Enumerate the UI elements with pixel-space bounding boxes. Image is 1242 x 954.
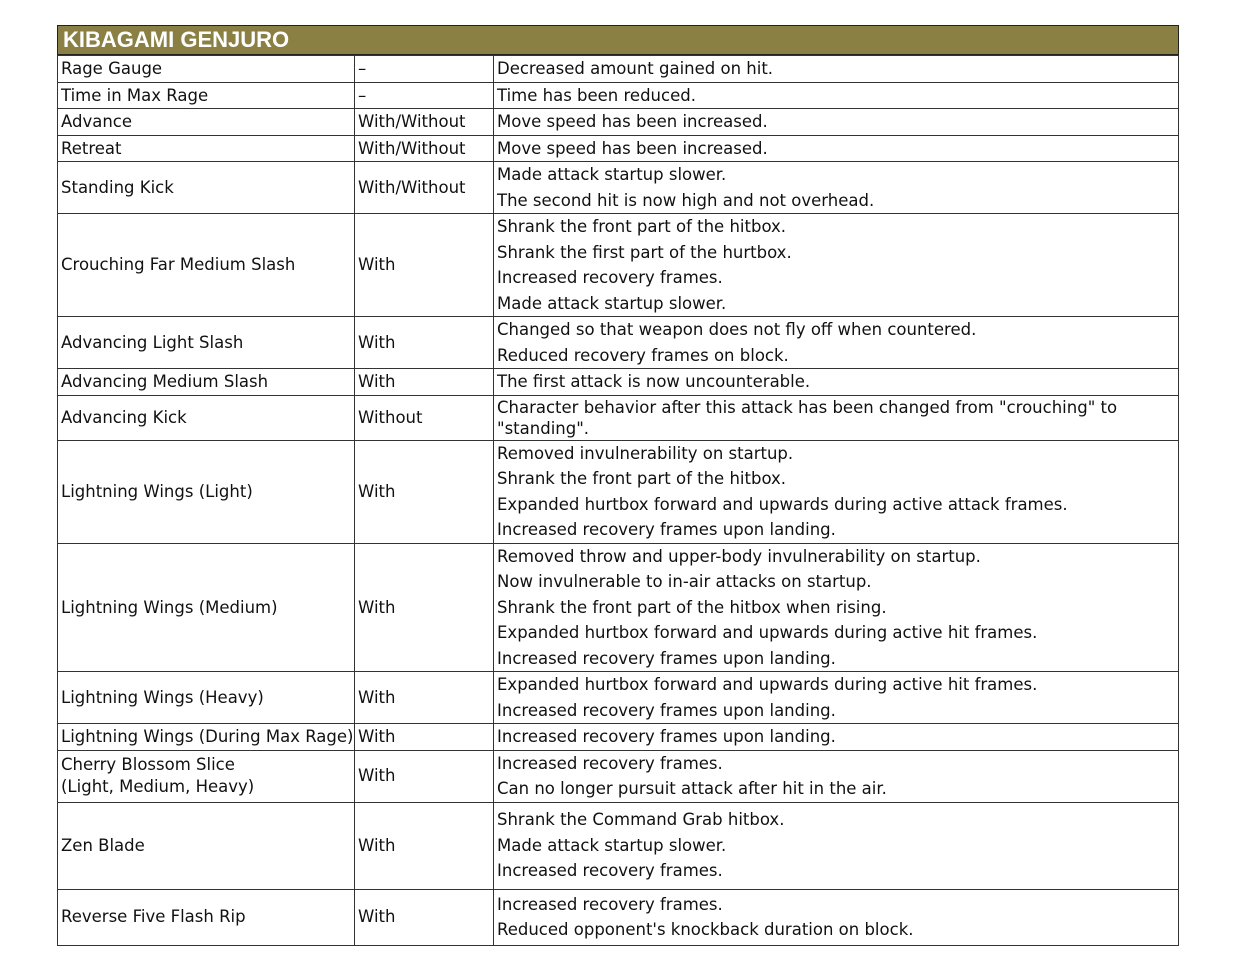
change-note: Increased recovery frames upon landing. [497, 700, 836, 720]
change-note: Shrank the front part of the hitbox. [497, 217, 787, 236]
table-row [58, 56, 1179, 83]
change-note: Increased recovery frames upon landing. [497, 520, 836, 539]
change-note: The first attack is now uncounterable. [497, 372, 811, 391]
move-name: Rage Gauge [61, 59, 163, 78]
weapon-condition-cell: With [355, 724, 494, 751]
table-row [58, 395, 1179, 440]
move-name: Time in Max Rage [61, 85, 209, 105]
move-name: Lightning Wings (Medium) [61, 597, 278, 617]
change-note: Shrank the front part of the hitbox. [497, 469, 787, 488]
change-note: Increased recovery frames. [497, 861, 723, 881]
change-note: Made attack startup slower. [497, 835, 727, 855]
move-name: Advancing Light Slash [61, 332, 244, 352]
weapon-condition-cell: With [355, 317, 494, 369]
change-note: Removed throw and upper-body invulnerability on startup. [497, 546, 981, 566]
move-name: Retreat [61, 138, 122, 158]
change-note: Removed invulnerability on startup. [497, 443, 794, 463]
move-name-cell [58, 802, 355, 889]
table-row [58, 214, 1179, 317]
change-notes-cell [494, 214, 1179, 317]
change-notes-cell [494, 724, 1179, 751]
table-row [58, 672, 1179, 724]
change-note: Made attack startup slower. [497, 293, 727, 313]
change-note: Time has been reduced. [497, 85, 696, 105]
weapon-condition-cell: With/Without [355, 135, 494, 162]
change-note: Changed so that weapon does not fly off when countered. [497, 320, 977, 339]
change-note: Reduced recovery frames on block. [497, 345, 789, 365]
change-notes-cell [494, 162, 1179, 214]
move-name: Advancing Medium Slash [61, 372, 269, 391]
change-notes-cell [494, 802, 1179, 889]
move-name-cell [58, 109, 355, 136]
move-name: Crouching Far Medium Slash [61, 255, 296, 275]
change-notes-cell [494, 369, 1179, 396]
change-note: Character behavior after this attack has been changed from "crouching" to "standing". [497, 397, 1118, 438]
move-name-cell [58, 56, 355, 83]
move-name: Cherry Blossom Slice [61, 755, 235, 774]
weapon-condition-cell: With [355, 802, 494, 889]
move-name-cell [58, 889, 355, 945]
changes-table-body [58, 56, 1179, 946]
weapon-condition-cell: With [355, 750, 494, 802]
table-row [58, 369, 1179, 396]
move-name-cell [58, 135, 355, 162]
change-note: Increased recovery frames. [497, 894, 723, 914]
weapon-condition-cell: – [355, 56, 494, 83]
change-note: Made attack startup slower. [497, 165, 727, 184]
change-note: Increased recovery frames upon landing. [497, 727, 836, 746]
table-row [58, 109, 1179, 136]
change-note: Now invulnerable to in-air attacks on startup. [497, 572, 872, 591]
weapon-condition-cell: With [355, 543, 494, 672]
table-row [58, 162, 1179, 214]
table-row [58, 543, 1179, 672]
move-name: Lightning Wings (Light) [61, 481, 253, 501]
change-notes-cell [494, 889, 1179, 945]
change-note: Shrank the front part of the hitbox when rising. [497, 597, 887, 617]
table-row [58, 135, 1179, 162]
change-note: Move speed has been increased. [497, 112, 768, 131]
change-note: Shrank the Command Grab hitbox. [497, 810, 785, 830]
move-name: Advancing Kick [61, 407, 187, 427]
move-name-cell [58, 543, 355, 672]
patch-notes-sheet [57, 25, 1179, 946]
move-name-cell [58, 395, 355, 440]
change-notes-cell [494, 317, 1179, 369]
table-row [58, 82, 1179, 109]
change-note: Move speed has been increased. [497, 138, 768, 158]
weapon-condition-cell: With [355, 369, 494, 396]
move-name-cell [58, 672, 355, 724]
change-note: The second hit is now high and not overhead. [497, 190, 875, 210]
table-row [58, 440, 1179, 543]
move-name: Zen Blade [61, 835, 145, 855]
change-note: Expanded hurtbox forward and upwards during active hit frames. [497, 675, 1038, 694]
change-notes-cell [494, 672, 1179, 724]
change-note: Increased recovery frames upon landing. [497, 648, 836, 668]
weapon-condition-cell: – [355, 82, 494, 109]
weapon-condition-cell: With/Without [355, 109, 494, 136]
change-note: Reduced opponent's knockback duration on block. [497, 920, 914, 939]
table-row [58, 317, 1179, 369]
change-notes-cell [494, 543, 1179, 672]
weapon-condition-cell: Without [355, 395, 494, 440]
change-note: Expanded hurtbox forward and upwards during active hit frames. [497, 623, 1038, 642]
table-row [58, 724, 1179, 751]
move-name: Lightning Wings (During Max Rage) [61, 727, 354, 746]
move-name-cell [58, 369, 355, 396]
change-note: Can no longer pursuit attack after hit in the air. [497, 779, 887, 798]
move-name: Lightning Wings (Heavy) [61, 687, 264, 707]
move-name: Reverse Five Flash Rip [61, 907, 246, 927]
move-name-cell [58, 214, 355, 317]
move-name-cell [58, 162, 355, 214]
weapon-condition-cell: With [355, 214, 494, 317]
table-row [58, 750, 1179, 802]
change-note: Increased recovery frames. [497, 268, 723, 287]
move-name-cell [58, 82, 355, 109]
move-name-cell [58, 317, 355, 369]
move-name-cell [58, 750, 355, 802]
move-name: Standing Kick [61, 177, 174, 197]
move-name: Advance [61, 112, 133, 131]
change-notes-cell [494, 82, 1179, 109]
change-notes-cell [494, 56, 1179, 83]
change-notes-cell [494, 440, 1179, 543]
move-name-cell [58, 440, 355, 543]
change-notes-cell [494, 395, 1179, 440]
character-title: KIBAGAMI GENJURO [57, 25, 1179, 55]
change-note: Decreased amount gained on hit. [497, 59, 774, 78]
move-name-cell [58, 724, 355, 751]
weapon-condition-cell: With [355, 440, 494, 543]
move-name: (Light, Medium, Heavy) [61, 777, 255, 796]
table-row [58, 802, 1179, 889]
table-row [58, 889, 1179, 945]
change-notes-cell [494, 109, 1179, 136]
change-notes-cell [494, 135, 1179, 162]
weapon-condition-cell: With [355, 672, 494, 724]
change-note: Increased recovery frames. [497, 753, 723, 773]
weapon-condition-cell: With/Without [355, 162, 494, 214]
change-note: Expanded hurtbox forward and upwards during active attack frames. [497, 494, 1068, 514]
changes-table [57, 55, 1179, 946]
change-note: Shrank the first part of the hurtbox. [497, 242, 792, 262]
weapon-condition-cell: With [355, 889, 494, 945]
change-notes-cell [494, 750, 1179, 802]
